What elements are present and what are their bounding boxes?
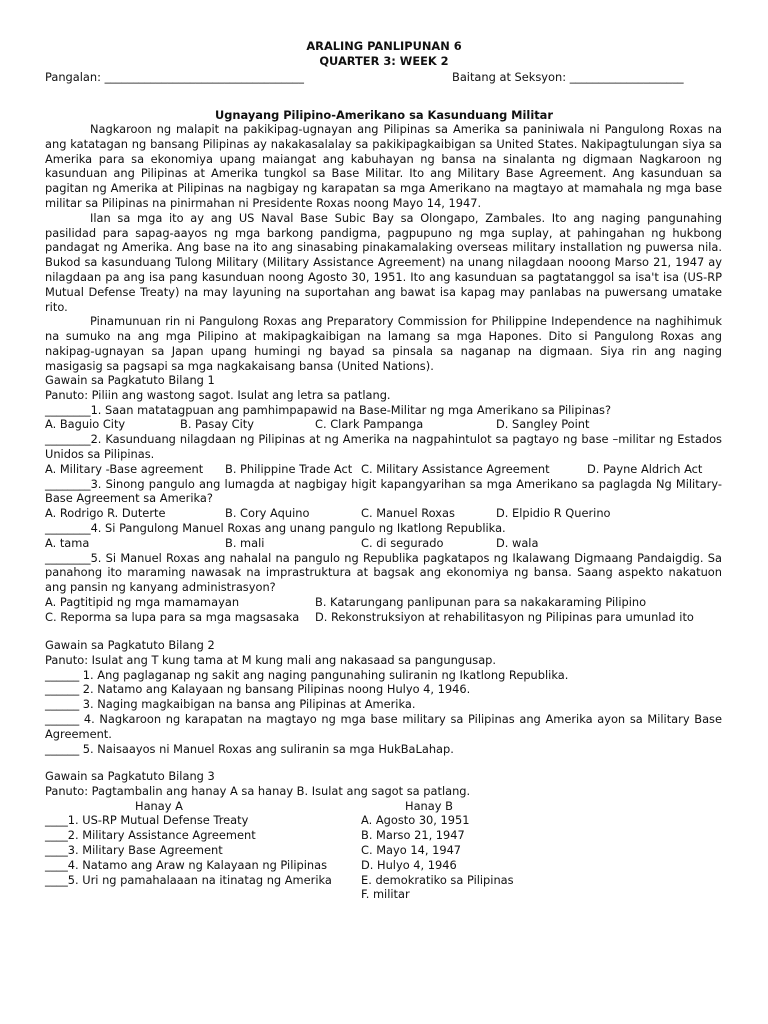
gawain-1-title: Gawain sa Pagkatuto Bilang 1 — [45, 373, 215, 387]
hanay-a-item: ____5. Uri ng pamahalaaan na itinatag ng Amerika — [45, 872, 332, 887]
question-3: ________3. Sinong pangulo ang lumagda at nagbigay higit kapangyarihan sa mga Amerikano sa paglagda Ng Military-Base Agreement sa Amerika? — [45, 476, 722, 506]
hanay-b-item: B. Marso 21, 1947 — [361, 828, 465, 843]
choice: B. Cory Aquino — [225, 506, 310, 521]
choice: D. Rekonstruksiyon at rehabilitasyon ng Pilipinas para umunlad ito — [315, 609, 694, 624]
matching-row — [45, 843, 722, 858]
choice: D. Payne Aldrich Act — [587, 461, 703, 476]
hanay-b-item: A. Agosto 30, 1951 — [361, 813, 470, 828]
gawain-2-section — [45, 638, 722, 756]
hanay-a-header: Hanay A — [135, 798, 183, 813]
article-paragraph: Pinamunuan rin ni Pangulong Roxas ang Preparatory Commission for Philippine Independence na naghihimuk na sumuko na ang mga Pilipino at makipagkaibigan na lamang sa mga Hapones. Dito si Pangulong Roxas ang nakipag-ugnayan sa Japan upang humingi ng bayad sa pinsala sa naganap na digmaan. Siya rin ang naging masigasig sa pagsapi sa mga nagkakaisang bansa (United Nations). — [45, 314, 722, 373]
choice: C. di segurado — [361, 535, 444, 550]
choice: A. Pagtitipid ng mga mamamayan — [45, 594, 240, 609]
question-3-choices — [45, 506, 722, 521]
question-4-choices — [45, 536, 722, 551]
section-field-label: Baitang at Seksyon: ____________________ — [452, 70, 684, 84]
choice: A. tama — [45, 535, 90, 550]
choice: A. Baguio City — [45, 417, 126, 432]
choice: B. Katarungang panlipunan para sa nakakaraming Pilipino — [315, 594, 647, 609]
question-2-choices — [45, 462, 722, 477]
hanay-b-item: F. militar — [361, 887, 410, 902]
question-5-choices-row-1 — [45, 595, 722, 610]
choice: B. mali — [225, 535, 265, 550]
hanay-a-item: ____4. Natamo ang Araw ng Kalayaan ng Pilipinas — [45, 857, 328, 872]
gawain-3-instruction: Panuto: Pagtambalin ang hanay A sa hanay B. Isulat ang sagot sa patlang. — [45, 783, 471, 798]
question-2: ________2. Kasunduang nilagdaan ng Pilipinas at ng Amerika na nagpahintulot sa pagtayo ng base –militar ng Estados Unidos sa Pilipinas. — [45, 432, 722, 461]
hanay-b-item: C. Mayo 14, 1947 — [361, 842, 462, 857]
name-field-label: Pangalan: ___________________________________ — [45, 70, 304, 84]
choice: D. wala — [496, 535, 539, 550]
question-5-choices-row-2 — [45, 610, 722, 625]
matching-row — [45, 828, 722, 843]
choice: A. Rodrigo R. Duterte — [45, 506, 166, 521]
choice: C. Manuel Roxas — [361, 506, 455, 521]
choice: C. Reporma sa lupa para sa mga magsasaka — [45, 609, 300, 624]
true-false-item: ______ 2. Natamo ang Kalayaan ng bansang Pilipinas noong Hulyo 4, 1946. — [45, 682, 471, 697]
quarter-title: QUARTER 3: WEEK 2 — [319, 54, 449, 68]
gawain-1-section — [45, 373, 722, 625]
matching-row — [45, 873, 722, 888]
question-5: ________5. Si Manuel Roxas ang nahalal na pangulo ng Republika pagkatapos ng Ikalawang Digmaang Pandaigdig. Sa panahong ito maraming nawasak na imprastruktura at bagsak ang ekonomiya ng bansa. Saang aspekto nakatuon ang pansin ng kanyang administrasyon? — [45, 550, 722, 595]
question-4: ________4. Si Pangulong Manuel Roxas ang unang pangulo ng Ikatlong Republika. — [45, 520, 506, 535]
hanay-a-item: ____3. Military Base Agreement — [45, 842, 223, 857]
true-false-item: ______ 1. Ang paglaganap ng sakit ang naging pangunahing suliranin ng Ikatlong Republika. — [45, 667, 569, 682]
choice: B. Pasay City — [180, 417, 254, 432]
matching-row — [45, 858, 722, 873]
matching-row — [45, 887, 722, 902]
gawain-3-title: Gawain sa Pagkatuto Bilang 3 — [45, 769, 215, 783]
true-false-item: ______ 5. Naisaayos ni Manuel Roxas ang suliranin sa mga HukBaLahap. — [45, 741, 454, 756]
gawain-2-title: Gawain sa Pagkatuto Bilang 2 — [45, 638, 215, 652]
hanay-a-item: ____2. Military Assistance Agreement — [45, 828, 256, 843]
question-1-choices — [45, 417, 722, 432]
article-paragraph: Ilan sa mga ito ay ang US Naval Base Subic Bay sa Olongapo, Zambales. Ito ang naging pangunahing pasilidad para sapag-aayos ng mga barkong pandigma, pagpupuno ng mga suplay, at pahingahan ng hukbong pandagat ng Amerika. Ang base na ito ang sinasabing pinakamalaking overseas military installation ng puwersa nila. Bukod sa kasunduang Tulong Military (Military Assistance Agreement) na unang nilagdaan nooong Marso 21, 1947 ay nilagdaan pa ang isa pang kasunduan noong Agosto 30, 1951. Ito ang kasunduan sa pagtatanggol sa isa't isa (US-RP Mutual Defense Treaty) na may layuning na suportahan ang bawat isa kapag may panlabas na puwersang umatake rito. — [45, 210, 722, 314]
choice: A. Military -Base agreement — [45, 461, 204, 476]
article-title: Ugnayang Pilipino-Amerikano sa Kasunduang Militar — [215, 108, 553, 122]
true-false-item: ______ 3. Naging magkaibigan na bansa ang Pilipinas at Amerika. — [45, 697, 416, 712]
choice: B. Philippine Trade Act — [225, 461, 353, 476]
choice: C. Military Assistance Agreement — [361, 461, 550, 476]
column-headers — [45, 799, 722, 814]
hanay-b-header: Hanay B — [405, 798, 453, 813]
choice: C. Clark Pampanga — [315, 417, 424, 432]
question-1: ________1. Saan matatagpuan ang pamhimpapawid na Base-Militar ng mga Amerikano sa Pilipinas? — [45, 402, 612, 417]
gawain-1-instruction: Panuto: Piliin ang wastong sagot. Isulat ang letra sa patlang. — [45, 387, 391, 402]
gawain-3-section — [45, 769, 722, 909]
choice: D. Sangley Point — [496, 417, 590, 432]
true-false-item: ______ 4. Nagkaroon ng karapatan na magtayo ng mga base military sa Pilipinas ang Amerika ayon sa Military Base Agreement. — [45, 711, 722, 741]
hanay-a-item: ____1. US-RP Mutual Defense Treaty — [45, 813, 249, 828]
article-body — [45, 122, 722, 374]
article-paragraph: Nagkaroon ng malapit na pakikipag-ugnayan ang Pilipinas sa Amerika sa paniniwala ni Pangulong Roxas na ang katatagan ng bansang Pilipinas ay nakakasalalay sa pakikipagkaibigan sa United States. Nakipagtulungan siya sa Amerika para sa ekonomiya upang maiangat ang kabuhayan ng bansa na sinalanta ng digmaan Nagkaroon ng kasunduan ang Pilipinas at Amerika tungkol sa Base Militar. Ito ang Military Base Agreement. Ang kasunduan sa pagitan ng Amerika at Pilipinas na nagbigay ng karapatan sa mga Amerikano na magtayo at mamahala ng mga base militar sa Pilipinas na pinirmahan ni Presidente Roxas noong Mayo 14, 1947. — [45, 122, 722, 210]
subject-title: ARALING PANLIPUNAN 6 — [306, 39, 462, 53]
matching-row — [45, 813, 722, 828]
choice: D. Elpidio R Querino — [496, 506, 611, 521]
gawain-2-instruction: Panuto: Isulat ang T kung tama at M kung mali ang nakasaad sa pangungusap. — [45, 652, 497, 667]
hanay-b-item: D. Hulyo 4, 1946 — [361, 857, 457, 872]
hanay-b-item: E. demokratiko sa Pilipinas — [361, 872, 514, 887]
